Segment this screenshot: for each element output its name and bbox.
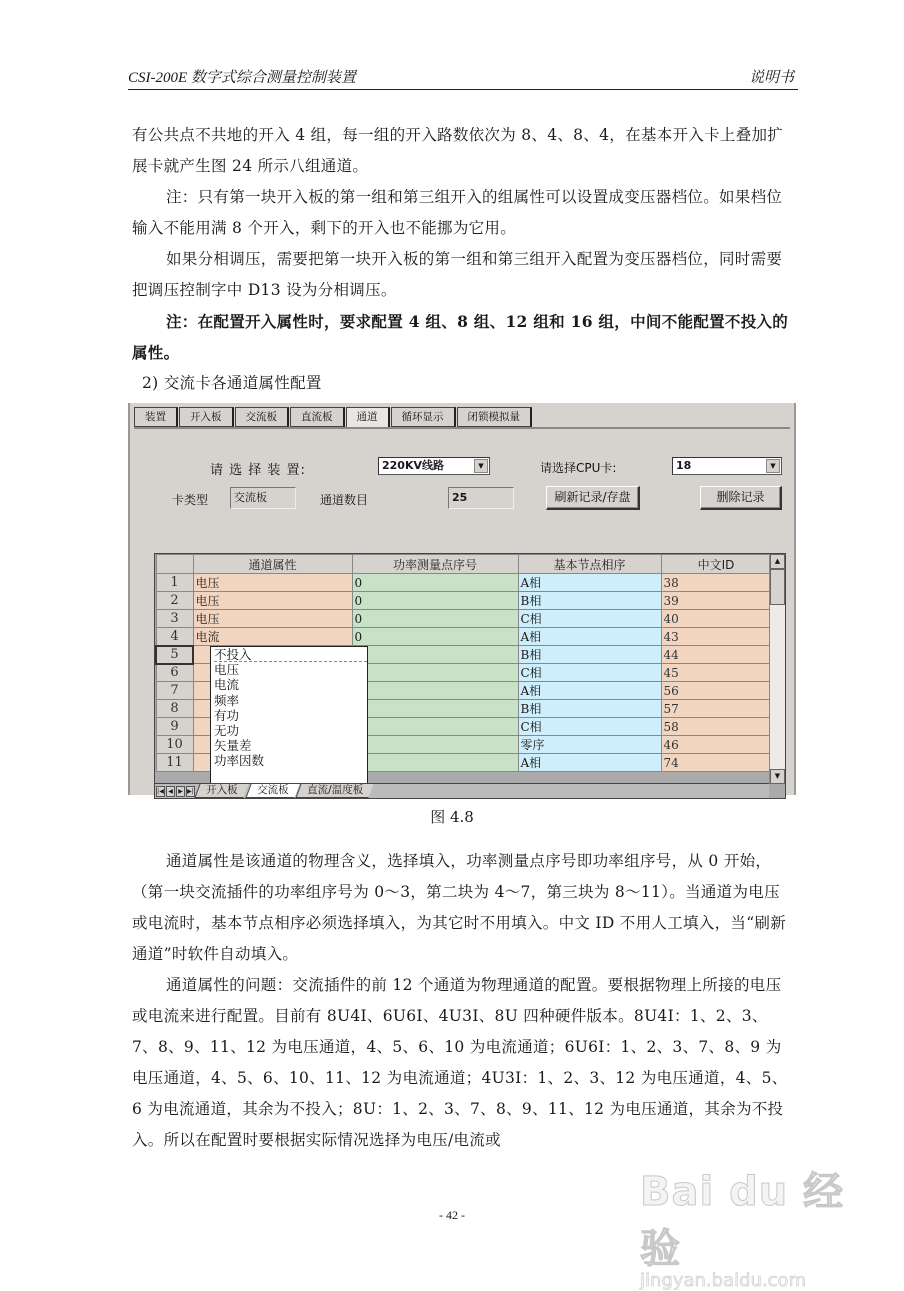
table-row[interactable] — [156, 574, 771, 592]
watermark-url: jingyan.baidu.com — [640, 1270, 807, 1291]
cell-power-index[interactable]: 0 — [352, 610, 518, 628]
row-number[interactable]: 4 — [156, 628, 193, 646]
cell-power-index[interactable]: 0 — [352, 592, 518, 610]
config-window — [128, 403, 796, 795]
tab-bar — [134, 407, 533, 427]
paragraph-note-1: 注：只有第一块开入板的第一组和第三组开入的组属性可以设置成变压器档位。如果档位输入不能用满 8 个开入，剩下的开入也不能挪为它用。 — [132, 188, 783, 237]
dropdown-option[interactable]: 有功 — [214, 707, 240, 723]
cell-power-index[interactable] — [352, 700, 518, 718]
sheet-tab-label: 交流板 — [256, 784, 289, 796]
cell-chinese-id: 38 — [661, 574, 771, 592]
cell-chinese-id: 46 — [661, 736, 771, 754]
figure-caption: 图 4.8 — [430, 808, 474, 826]
cell-phase[interactable]: A相 — [518, 682, 661, 700]
table-row[interactable] — [156, 592, 771, 610]
row-number[interactable]: 2 — [156, 592, 193, 610]
tab-cycle-display[interactable]: 循环显示 — [391, 407, 456, 427]
cell-chinese-id: 56 — [661, 682, 771, 700]
last-sheet-icon[interactable]: ▶| — [187, 787, 194, 795]
card-type-field: 交流板 — [230, 487, 296, 509]
delete-record-button[interactable]: 删除记录 — [700, 486, 782, 510]
section-heading: 2) 交流卡各通道属性配置 — [142, 374, 322, 392]
page-header — [128, 64, 798, 90]
tab-input-board[interactable]: 开入板 — [179, 407, 234, 427]
row-number[interactable]: 3 — [156, 610, 193, 628]
scroll-up-icon[interactable]: ▲ — [770, 554, 785, 569]
device-label: 请 选 择 装 置: — [210, 463, 306, 478]
table-row[interactable] — [156, 628, 771, 646]
dropdown-option[interactable]: 频率 — [214, 692, 240, 708]
cell-phase[interactable]: C相 — [518, 610, 661, 628]
sheet-tab-label: 开入板 — [206, 784, 238, 796]
document-type: 说明书 — [748, 70, 794, 86]
baidu-watermark — [640, 1160, 850, 1291]
cell-phase[interactable]: A相 — [518, 754, 661, 772]
channel-panel — [134, 427, 790, 796]
row-number[interactable]: 9 — [156, 718, 193, 736]
cell-phase[interactable]: B相 — [518, 700, 661, 718]
cell-chinese-id: 39 — [661, 592, 771, 610]
row-number-header — [156, 555, 193, 574]
cell-phase[interactable]: C相 — [518, 718, 661, 736]
cell-power-index[interactable] — [352, 736, 518, 754]
vertical-scrollbar[interactable] — [769, 554, 785, 784]
tab-device[interactable]: 装置 — [134, 407, 178, 427]
channel-grid — [154, 553, 786, 799]
cell-power-index[interactable]: 0 — [352, 628, 518, 646]
paragraph-1: 有公共点不共地的开入 4 组，每一组的开入路数依次为 8、4、8、4，在基本开入卡上叠加扩展卡就产生图 24 所示八组通道。 — [132, 126, 784, 175]
cell-phase[interactable]: A相 — [518, 574, 661, 592]
cell-attribute[interactable]: 电压 — [193, 574, 352, 592]
cell-chinese-id: 44 — [661, 646, 771, 664]
cell-power-index[interactable] — [352, 664, 518, 682]
dropdown-option[interactable]: 无功 — [214, 722, 240, 738]
attribute-dropdown-list[interactable] — [210, 646, 368, 792]
cell-chinese-id: 45 — [661, 664, 771, 682]
sheet-tab-input-board[interactable] — [194, 784, 248, 798]
row-number[interactable]: 6 — [156, 664, 193, 682]
cell-phase[interactable]: A相 — [518, 628, 661, 646]
channel-count-label: 通道数目 — [320, 493, 369, 507]
cell-phase[interactable]: 零序 — [518, 736, 661, 754]
cpu-select-value: 18 — [676, 459, 692, 472]
dropdown-option[interactable]: 矢量差 — [214, 738, 252, 754]
dropdown-option[interactable]: 电压 — [214, 662, 240, 678]
cell-phase[interactable]: C相 — [518, 664, 661, 682]
column-header-chinese-id[interactable]: 中文ID — [661, 555, 771, 574]
tab-lock-analog[interactable]: 闭锁模拟量 — [457, 407, 533, 427]
tab-channel[interactable]: 通道 — [346, 407, 390, 427]
cell-power-index[interactable]: 0 — [352, 574, 518, 592]
scroll-down-icon[interactable]: ▼ — [770, 769, 785, 784]
refresh-save-button[interactable]: 刷新记录/存盘 — [546, 486, 640, 510]
document-title: CSI-200E 数字式综合测量控制装置 — [128, 70, 356, 86]
column-header-power-index[interactable]: 功率测量点序号 — [352, 555, 518, 574]
cell-phase[interactable]: B相 — [518, 592, 661, 610]
column-header-attribute[interactable]: 通道属性 — [193, 555, 352, 574]
paragraph-2: 如果分相调压，需要把第一块开入板的第一组和第三组开入配置为变压器档位，同时需要把调压控制字中 D13 设为分相调压。 — [132, 250, 783, 299]
cell-attribute[interactable]: 电压 — [193, 592, 352, 610]
row-number[interactable]: 11 — [156, 754, 193, 772]
cell-power-index[interactable] — [352, 646, 518, 664]
cell-chinese-id: 43 — [661, 628, 771, 646]
cell-chinese-id: 74 — [661, 754, 771, 772]
paragraph-4: 通道属性的问题：交流插件的前 12 个通道为物理通道的配置。要根据物理上所接的电压或电流来进行配置。目前有 8U4I、6U6I、4U3I、8U 四种硬件版本。8U4I：1、2、3、7、8、9、11、12 为电压通道，4、5、6、10 为电流通道；6U6I：1、2、3、7、8、9 为电压通道，4、5、6、10、11、12 为电流通道；4U3I：1、2、3、12 为电压通道，4、5、6 为电流通道，其余为不投入；8U：1、2、3、7、8、9、11、12 为电压通道，其余为不投入。所以在配置时要根据实际情况选择为电压/电流或 — [132, 976, 788, 1149]
row-number[interactable]: 7 — [156, 682, 193, 700]
baidu-logo: Bai du 经验 — [640, 1169, 845, 1272]
cell-attribute[interactable]: 电压 — [193, 610, 352, 628]
cell-chinese-id: 58 — [661, 718, 771, 736]
first-sheet-icon[interactable]: |◀ — [157, 787, 164, 795]
table-row[interactable] — [156, 610, 771, 628]
next-sheet-icon[interactable]: ▶ — [176, 786, 185, 797]
scroll-thumb[interactable] — [770, 569, 785, 605]
cell-power-index[interactable] — [352, 754, 518, 772]
page-number: - 42 - — [439, 1208, 465, 1222]
card-type-label: 卡类型 — [172, 493, 209, 507]
cell-attribute[interactable]: 电流 — [193, 628, 352, 646]
cell-power-index[interactable] — [352, 682, 518, 700]
prev-sheet-icon[interactable]: ◀ — [166, 786, 175, 797]
dropdown-option[interactable]: 不投入 — [214, 647, 367, 662]
chevron-down-icon[interactable]: ▼ — [474, 459, 488, 473]
cell-chinese-id: 40 — [661, 610, 771, 628]
tab-dc-board[interactable]: 直流板 — [290, 407, 345, 427]
dropdown-option[interactable]: 功率因数 — [214, 753, 265, 769]
channel-count-field: 25 — [448, 487, 514, 509]
paragraph-note-2: 注：在配置开入属性时，要求配置 4 组、8 组、12 组和 16 组，中间不能配置不投入的属性。 — [132, 312, 789, 362]
tab-ac-board[interactable]: 交流板 — [235, 407, 290, 427]
column-header-phase[interactable]: 基本节点相序 — [518, 555, 661, 574]
dropdown-option[interactable]: 电流 — [214, 677, 240, 693]
sheet-tab-dc-temp-board[interactable] — [295, 784, 373, 798]
sheet-tab-bar — [155, 783, 769, 798]
row-number[interactable]: 1 — [156, 574, 193, 592]
device-select[interactable] — [378, 457, 490, 475]
row-number[interactable]: 10 — [156, 736, 193, 754]
sheet-tab-label: 直流/温度板 — [307, 784, 364, 796]
row-number[interactable]: 8 — [156, 700, 193, 718]
chevron-down-icon[interactable]: ▼ — [766, 459, 780, 473]
cpu-label: 请选择CPU卡: — [540, 461, 617, 475]
row-number[interactable]: 5 — [156, 646, 193, 664]
cell-phase[interactable]: B相 — [518, 646, 661, 664]
cell-chinese-id: 57 — [661, 700, 771, 718]
table-header — [156, 555, 771, 574]
paragraph-3: 通道属性是该通道的物理含义，选择填入，功率测量点序号即功率组序号，从 0 开始，（第一块交流插件的功率组序号为 0～3，第二块为 4～7，第三块为 8～11）。当通道为电压或电流时，基本节点相序必须选择填入，为其它时不用填入。中文 ID 不用人工填入，当“刷新通道”时软件自动填入。 — [132, 852, 787, 963]
sheet-tab-ac-board[interactable] — [245, 784, 299, 798]
device-select-value: 220KV线路 — [382, 459, 444, 472]
cell-power-index[interactable] — [352, 718, 518, 736]
cpu-select[interactable] — [672, 457, 782, 475]
